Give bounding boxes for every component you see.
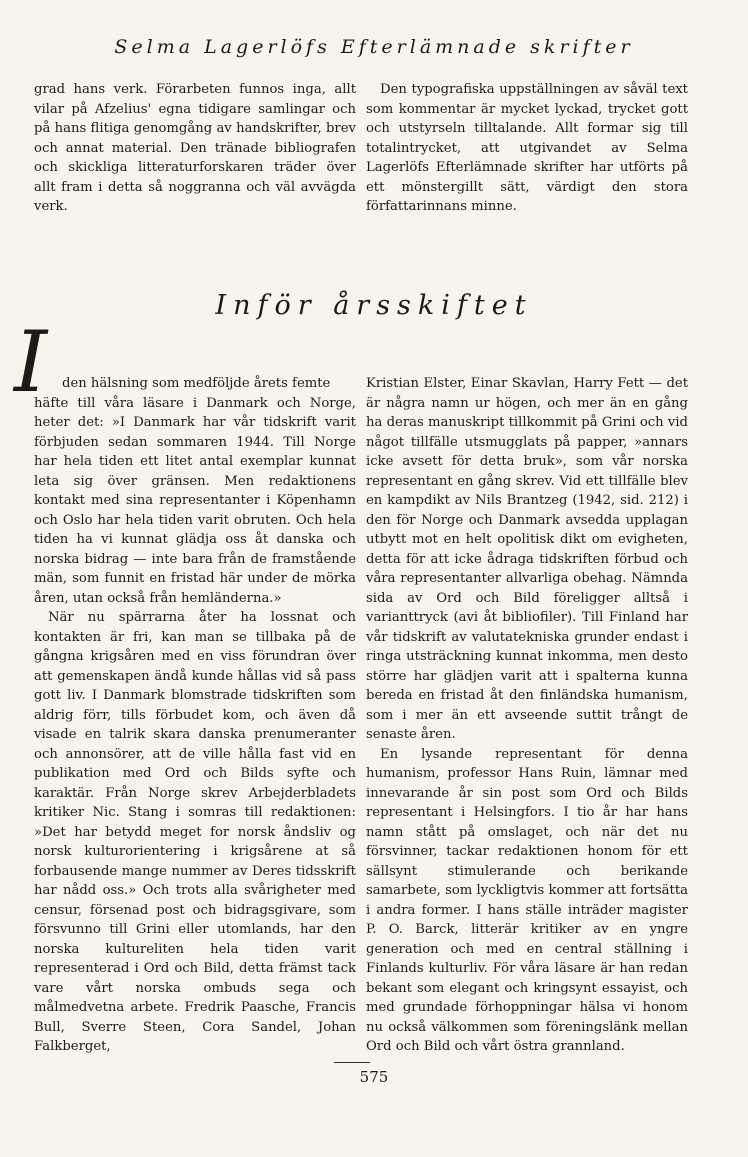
right-paragraph-2: En lysande representant för denna humanism, professor Hans Ruin, lämnar med innevarande år sin post som Ord och Bilds representant i Helsingfors. I tio år har hans namn stått på omslaget, och när det nu försvinner, tackar redaktionen honom för ett sällsynt stimulerande och berikande samarbete, som lyckligtvis kommer att fortsätta i andra former. I hans ställe inträder magister P. O. Barck, litterär kritiker av en yngre generation och med en central ställning i Finlands kulturliv. För våra läsare är han redan bekant som elegant och kringsynt essayist, och med grundade förhoppningar hälsa vi honom nu också välkommen som föreningslänk mellan Ord och Bild och vårt östra grannland.: [366, 746, 688, 1054]
left-paragraph-1-rest: häfte till våra läsare i Danmark och Norge, heter det: »I Danmark har vår tidskrift varit förbjuden sedan sommaren 1944. Till Norge har hela tiden ett litet antal exemplar kunnat leta sig över gränsen. Men redaktionens kontakt med sina representanter i Köpenhamn och Oslo har hela tiden varit obruten. Och hela tiden ha vi kunnat glädja oss åt danska och norska bidrag — inte bara från de framstående män, som funnit en fristad här under de mörka åren, utan också från hemländerna.»: [34, 395, 356, 606]
article-title: Inför årsskiftet: [215, 290, 533, 321]
top-left-column: [34, 80, 356, 217]
drop-cap: I: [14, 313, 48, 411]
top-right-paragraph: Den typografiska uppställningen av såväl text som kommentar är mycket lyckad, trycket gott och utstyrseln tilltalande. Allt formar sig till totalintrycket, att utgivandet av Selma Lagerlöfs Efterlämnade skrifter har utförts på ett mönstergillt sätt, värdigt den stora författarinnans minne.: [366, 82, 688, 214]
left-paragraph-1: [34, 374, 356, 608]
body-right-column: [366, 374, 688, 1057]
left-paragraph-1-first-line: den hälsning som medföljde årets femte: [62, 376, 331, 391]
top-right-column: [366, 80, 688, 217]
body-left-column: [34, 374, 356, 1057]
right-paragraph-1: Kristian Elster, Einar Skavlan, Harry Fett — det är några namn ur högen, och mer än en gång ha deras manuskript tillkommit på Grini och vid något tillfälle utsmugglats på papper, »annars icke avsett för detta bruk», som vår norska representant en gång skrev. Vid ett tillfälle blev en kampdikt av Nils Brantzeg (1942, sid. 212) i den för Norge och Danmark avsedda upplagan utbytt mot en helt opolitisk dikt om evigheten, detta för att icke ådraga tidskriften förbud och våra representanter allvarliga obehag. Nämnda sida av Ord och Bild föreligger alltså i varianttryck (avi åt bibliofiler). Till Finland har vår tidskrift av valutatekniska grunder endast i ringa utsträckning kunnat inkomma, men desto större har glädjen varit att i spalterna kunna bereda en fristad åt den finländska humanism, som i mer än ett avseende suttit trångt de senaste åren.: [366, 376, 688, 742]
page-number: 575: [359, 1068, 389, 1086]
running-head: Selma Lagerlöfs Efterlämnade skrifter: [114, 36, 634, 58]
top-left-paragraph: grad hans verk. Förarbeten funnos inga, allt vilar på Afzelius' egna tidigare samlingar och på hans flitiga genomgång av handskrifter, brev och annat material. Den tränade bibliografen och skickliga litteraturforskaren träder över allt fram i detta så noggranna och väl avvägda verk.: [34, 82, 356, 214]
left-paragraph-2: När nu spärrarna åter ha lossnat och kontakten är fri, kan man se tillbaka på de gångna krigsåren med en viss förundran över att gemenskapen ändå kunde hållas vid så pass gott liv. I Danmark blomstrade tidskriften som aldrig förr, tills förbudet kom, och även då visade en talrik skara danska prenumeranter och annonsörer, att de ville hålla fast vid en publikation med Ord och Bilds syfte och karaktär. Från Norge skrev Arbejderbladets kritiker Nic. Stang i somras till redaktionen: »Det har betydd meget for norsk åndsliv og norsk kulturorientering i krigsårene at så forbausende mange nummer av Deres tidsskrift har nådd oss.» Och trots alla svårigheter med censur, försenad post och bidragsgivare, som försvunno till Grini eller utomlands, har den norska kultureliten hela tiden varit representerad i Ord och Bild, detta främst tack vare vårt norska ombuds sega och målmedvetna arbete. Fredrik Paasche, Francis Bull, Sverre Steen, Cora Sandel, Johan Falkberget,: [34, 610, 356, 1054]
page-number-rule: [334, 1062, 370, 1063]
